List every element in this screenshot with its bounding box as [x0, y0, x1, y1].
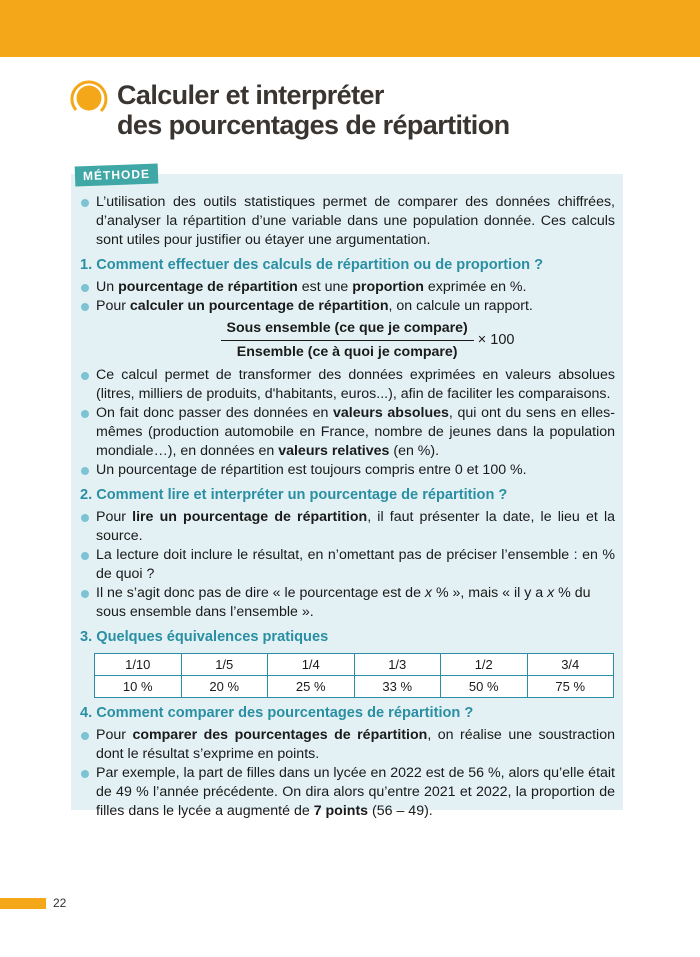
section-1-bullet-2: Pour calculer un pourcentage de répartition, on calcule un rapport. [80, 297, 615, 316]
section-1-bullet-5: Un pourcentage de répartition est toujours compris entre 0 et 100 %. [80, 461, 615, 480]
section-1-bullet-3: Ce calcul permet de transformer des données exprimées en valeurs absolues (litres, milliers de produits, d'habitants, euros...), afin de faciliter les comparaisons. [80, 366, 615, 404]
table-cell: 1/4 [268, 654, 355, 676]
table-cell: 20 % [181, 676, 268, 698]
formula-numerator: Sous ensemble (ce que je compare) [221, 319, 474, 341]
section-4-bullet-2: Par exemple, la part de filles dans un lycée en 2022 est de 56 %, alors qu’elle était de 49 % l’année précédente. On dira alors qu’entre 2021 et 2022, la proportion de filles dans le lycée a augmenté de 7 points (56 – 49). [80, 764, 615, 821]
table-cell: 1/2 [441, 654, 528, 676]
formula-multiplier: × 100 [477, 332, 515, 348]
page-number: 22 [53, 896, 67, 910]
section-1-heading: 1. Comment effectuer des calculs de répartition ou de proportion ? [80, 257, 544, 273]
table-cell: 75 % [527, 676, 614, 698]
section-1-bullet-1: Un pourcentage de répartition est une proportion exprimée en %. [80, 278, 615, 297]
section-3-heading: 3. Quelques équivalences pratiques [80, 629, 329, 645]
section-2-bullet-2: La lecture doit inclure le résultat, en n’omettant pas de préciser l’ensemble : en % de quoi ? [80, 546, 615, 584]
fractions-row [95, 654, 614, 676]
section-2-bullet-3: Il ne s’agit donc pas de dire « le pourcentage est de x % », mais « il y a x % du sous ensemble dans l’ensemble ». [80, 584, 615, 622]
section-1-bullet-4: On fait donc passer des données en valeurs absolues, qui ont du sens en elles-mêmes (production automobile en France, nombre de jeunes dans la population mondiale…), en données en valeurs relatives (en %). [80, 404, 615, 461]
title-line-2: des pourcentages de répartition [117, 110, 510, 140]
table-cell: 1/3 [354, 654, 441, 676]
equivalences-table [94, 653, 614, 698]
intro-bullet: L’utilisation des outils statistiques permet de comparer des données chiffrées, d’analyser la répartition d’une variable dans une population donnée. Ces calculs sont utiles pour justifier ou étayer une argumentation. [80, 193, 615, 250]
method-content [80, 193, 615, 821]
section-4-bullet-1: Pour comparer des pourcentages de répartition, on réalise une soustraction dont le résultat s’exprime en points. [80, 726, 615, 764]
table-cell: 50 % [441, 676, 528, 698]
section-2-heading: 2. Comment lire et interpréter un pourcentage de répartition ? [80, 487, 508, 503]
table-cell: 1/5 [181, 654, 268, 676]
percentage-formula [80, 319, 615, 362]
method-tag: MÉTHODE [75, 164, 159, 187]
formula-fraction [221, 319, 474, 362]
table-cell: 33 % [354, 676, 441, 698]
formula-denominator: Ensemble (ce à quoi je compare) [236, 344, 458, 360]
orange-circle-icon [68, 77, 110, 119]
percents-row [95, 676, 614, 698]
page-title [117, 80, 677, 140]
table-cell: 10 % [95, 676, 182, 698]
table-cell: 25 % [268, 676, 355, 698]
section-4-heading: 4. Comment comparer des pourcentages de répartition ? [80, 705, 474, 721]
table-cell: 3/4 [527, 654, 614, 676]
table-cell: 1/10 [95, 654, 182, 676]
top-orange-band [0, 0, 700, 57]
title-line-1: Calculer et interpréter [117, 80, 384, 110]
footer-orange-band [0, 898, 46, 909]
section-2-bullet-1: Pour lire un pourcentage de répartition, il faut présenter la date, le lieu et la source. [80, 508, 615, 546]
